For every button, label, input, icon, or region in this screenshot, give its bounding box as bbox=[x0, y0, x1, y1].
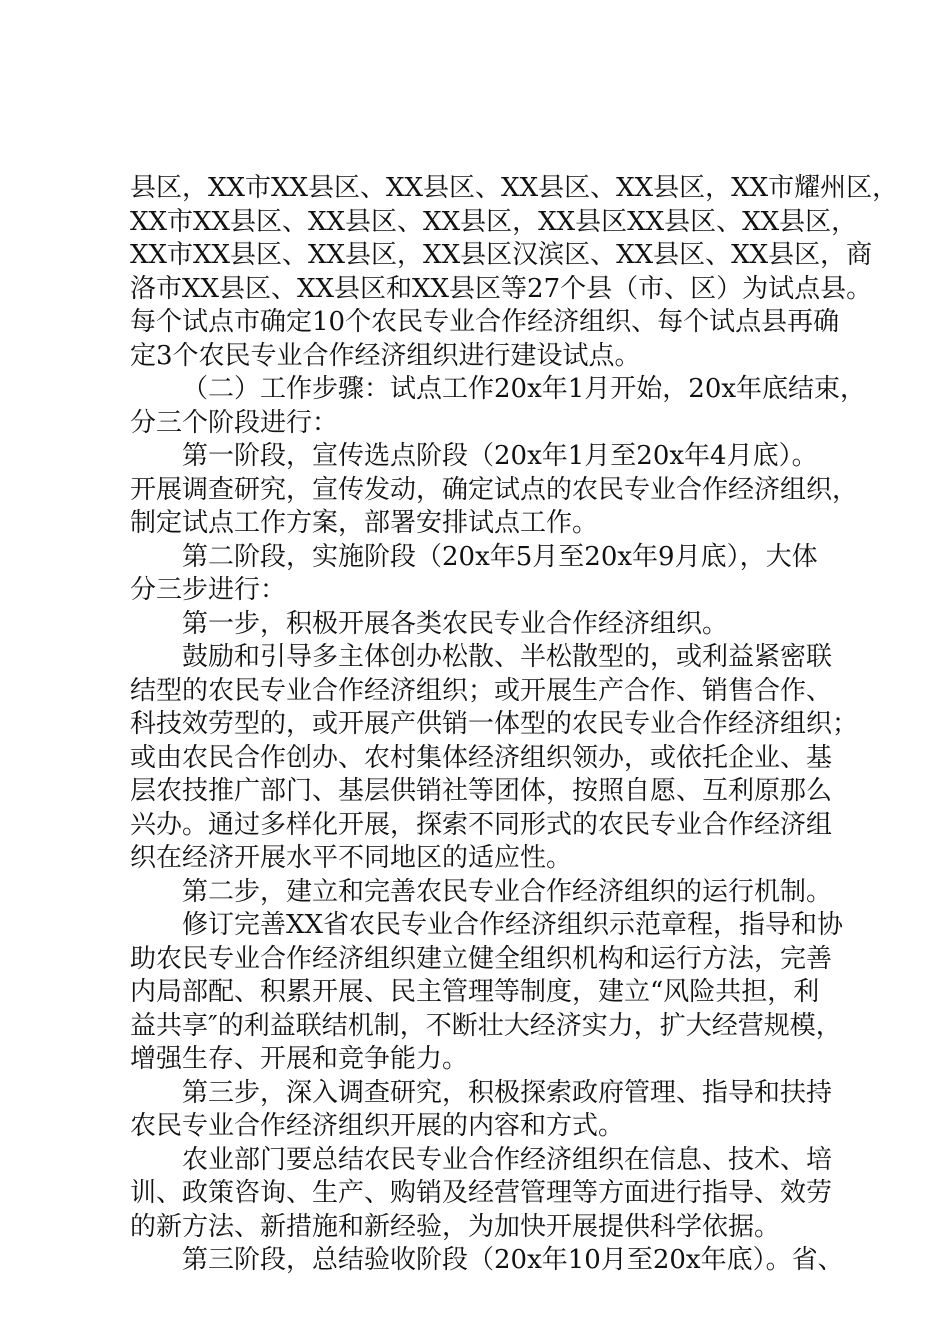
text-line: 制定试点工作方案，部署安排试点工作。 bbox=[130, 508, 599, 538]
text-line: 第二阶段，实施阶段（20x年5月至20x年9月底），大体 bbox=[182, 541, 818, 572]
text-line: 训、政策咨询、生产、购销及经营管理等方面进行指导、效劳 bbox=[130, 1178, 833, 1208]
text-line: 兴办。通过多样化开展，探索不同形式的农民专业合作经济组 bbox=[130, 809, 833, 840]
text-line: （二）工作步骤：试点工作20x年1月开始，20x年底结束， bbox=[182, 374, 867, 404]
text-line: 结型的农民专业合作经济组织；或开展生产合作、销售合作、 bbox=[130, 675, 833, 706]
text-line: 第二步，建立和完善农民专业合作经济组织的运行机制。 bbox=[182, 876, 833, 907]
text-line: 第一步，积极开展各类农民专业合作经济组织。 bbox=[182, 608, 729, 639]
text-line: 鼓励和引导多主体创办松散、半松散型的，或利益紧密联 bbox=[182, 642, 833, 672]
text-line: 内局部配、积累开展、民主管理等制度，建立“风险共担，利 bbox=[130, 977, 820, 1007]
text-line: 第三阶段，总结验收阶段（20x年10月至20x年底）。省、 bbox=[182, 1245, 844, 1275]
text-line: 分三个阶段进行： bbox=[130, 407, 339, 438]
text-line: 或由农民合作创办、农村集体经济组织领办，或依托企业、基 bbox=[130, 742, 833, 773]
text-line: 定3个农民专业合作经济组织进行建设试点。 bbox=[130, 340, 641, 371]
text-line: 修订完善XX省农民专业合作经济组织示范章程，指导和协 bbox=[182, 910, 844, 940]
text-line: XX市XX县区、XX县区，XX县区汉滨区、XX县区、XX县区，商 bbox=[130, 240, 873, 270]
text-line: 第三步，深入调查研究，积极探索政府管理、指导和扶持 bbox=[182, 1077, 833, 1108]
text-line: 益共享″的利益联结机制，不断壮大经济实力，扩大经营规模， bbox=[130, 1010, 842, 1041]
text-line: 每个试点市确定10个农民专业合作经济组织、每个试点县再确 bbox=[130, 307, 840, 337]
text-line: 农民专业合作经济组织开展的内容和方式。 bbox=[130, 1111, 625, 1141]
text-line: 第一阶段，宣传选点阶段（20x年1月至20x年4月底）。 bbox=[182, 441, 818, 471]
text-line: 织在经济开展水平不同地区的适应性。 bbox=[130, 843, 573, 873]
body-text bbox=[130, 172, 899, 1278]
text-line: 县区，XX市XX县区、XX县区、XX县区、XX县区，XX市耀州区， bbox=[130, 173, 899, 203]
text-line: 农业部门要总结农民专业合作经济组织在信息、技术、培 bbox=[182, 1144, 833, 1175]
text-line: 助农民专业合作经济组织建立健全组织机构和运行方法，完善 bbox=[130, 943, 833, 974]
text-line: 的新方法、新措施和新经验，为加快开展提供科学依据。 bbox=[130, 1211, 781, 1242]
text-line: XX市XX县区、XX县区、XX县区，XX县区XX县区、XX县区， bbox=[130, 206, 858, 237]
text-line: 层农技推广部门、基层供销社等团体，按照自愿、互利原那么 bbox=[130, 776, 833, 806]
text-line: 开展调查研究，宣传发动，确定试点的农民专业合作经济组织， bbox=[130, 474, 859, 505]
text-line: 洛市XX县区、XX县区和XX县区等27个县（市、区）为试点县。 bbox=[130, 273, 873, 304]
text-line: 分三步进行： bbox=[130, 575, 287, 605]
text-line: 科技效劳型的，或开展产供销一体型的农民专业合作经济组织； bbox=[130, 709, 859, 739]
text-line: 增强生存、开展和竞争能力。 bbox=[130, 1044, 469, 1074]
